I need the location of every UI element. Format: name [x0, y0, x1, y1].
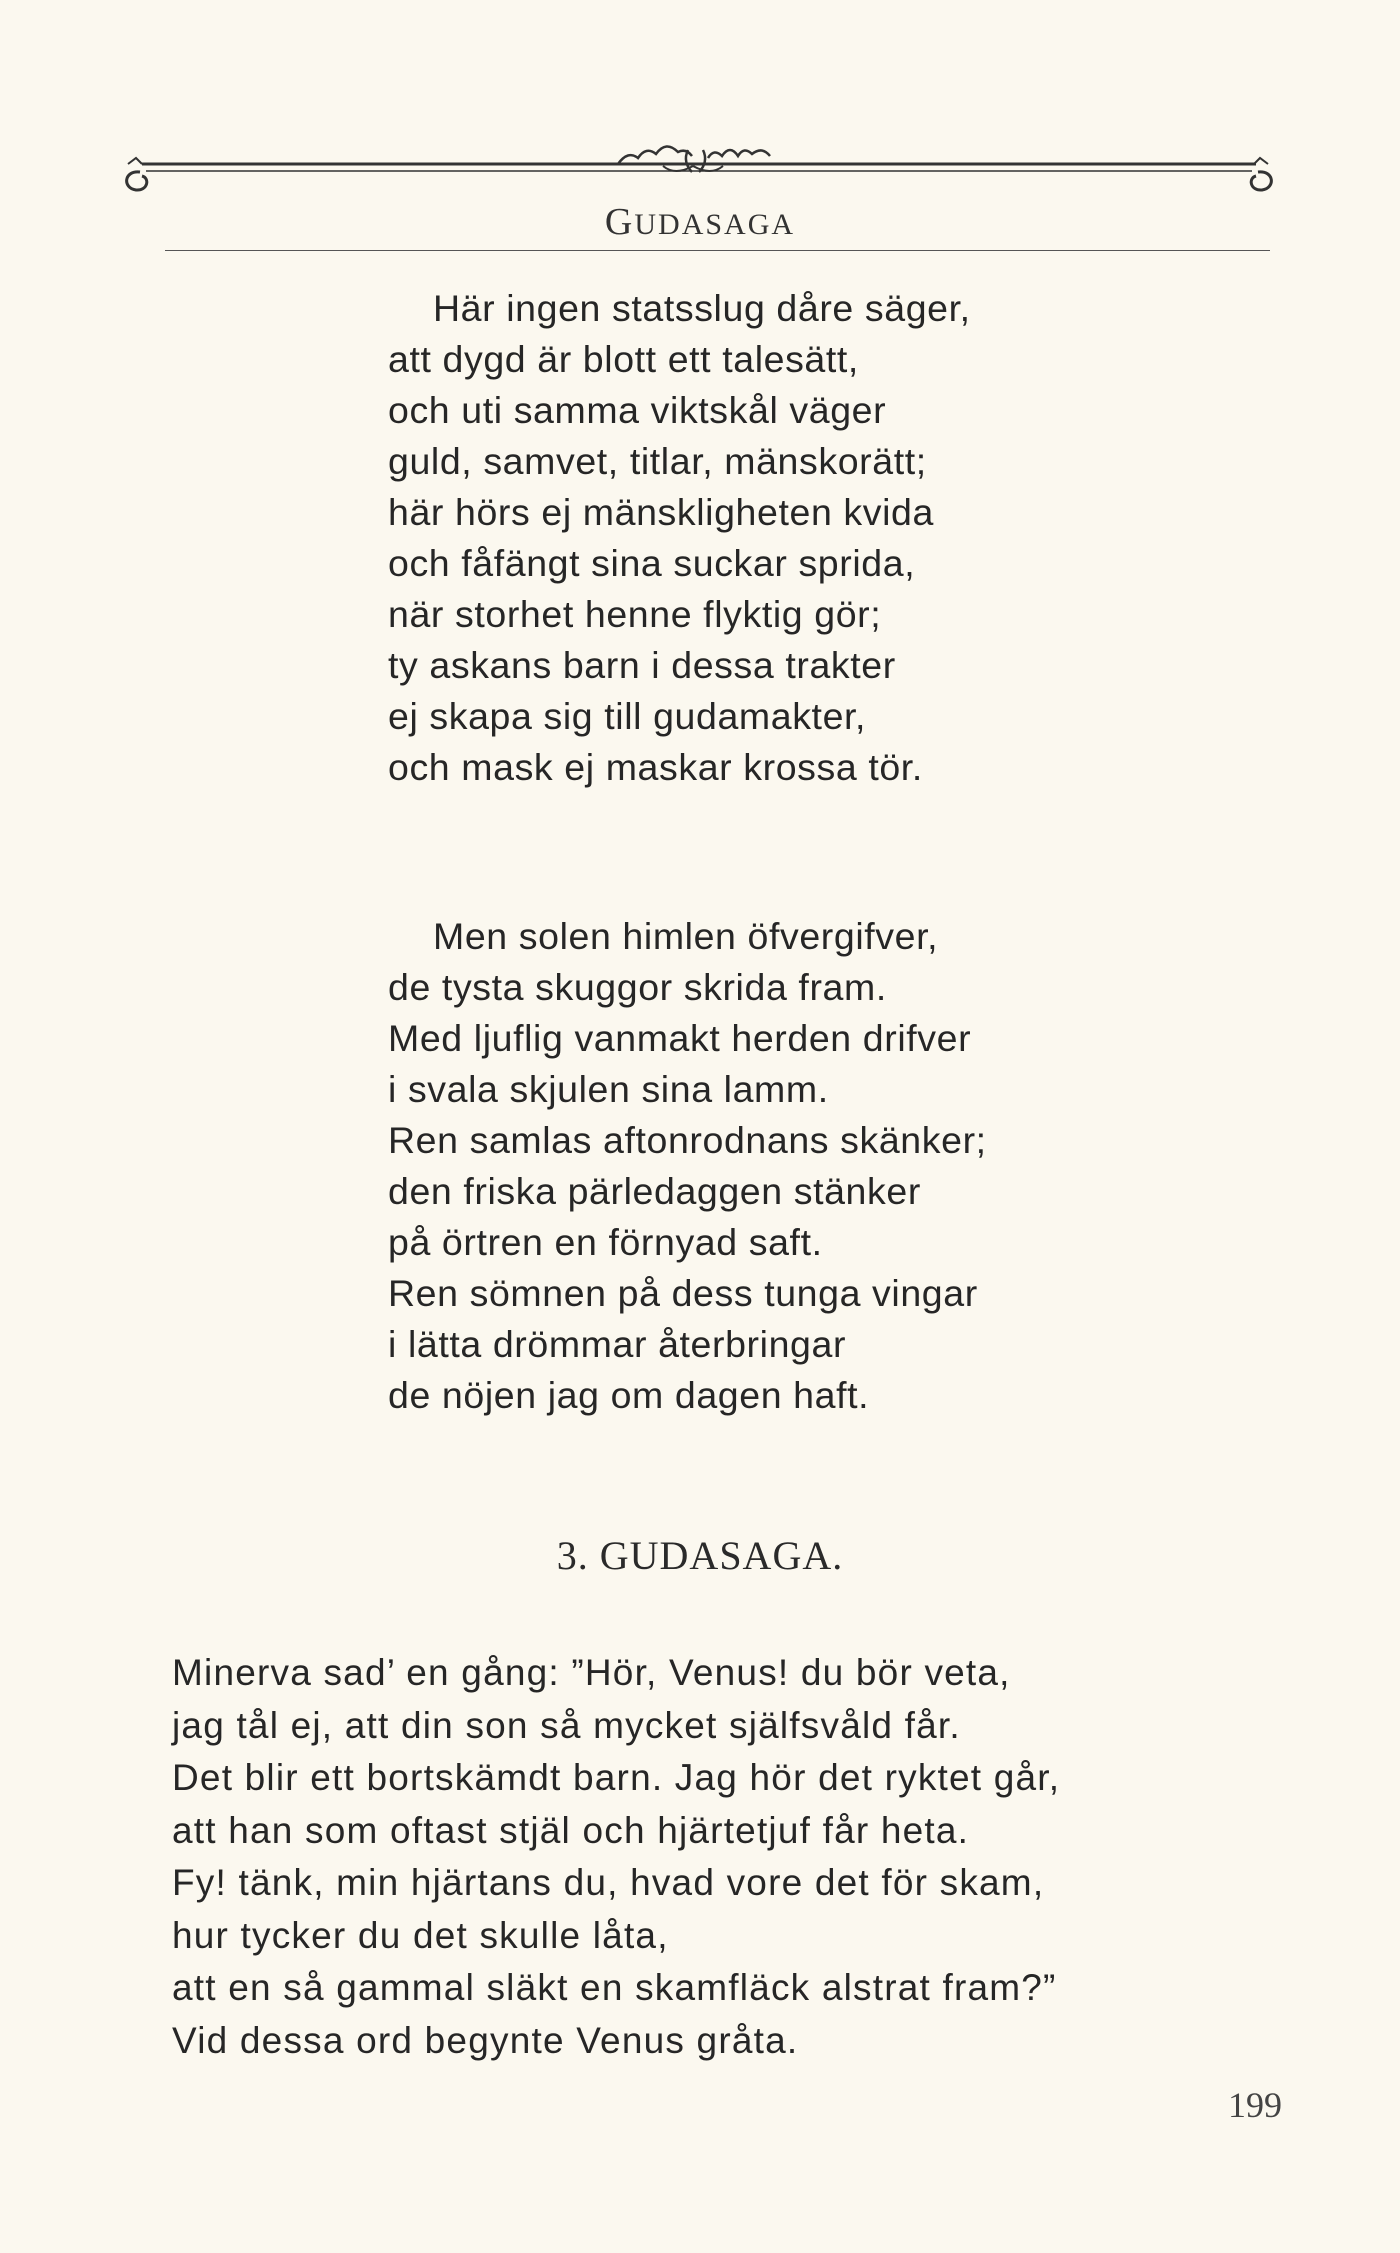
- verse-line: att en så gammal släkt en skamfläck alstrat fram?”: [172, 1967, 1057, 2008]
- verse-line: och mask ej maskar krossa tör.: [388, 746, 923, 788]
- verse-line: guld, samvet, titlar, mänskorätt;: [388, 440, 927, 482]
- verse-line: ej skapa sig till gudamakter,: [388, 695, 867, 737]
- running-head: [0, 200, 1400, 244]
- verse-line: jag tål ej, att din son så mycket själfsvåld får.: [172, 1704, 961, 1746]
- ornamental-header-rule: [118, 130, 1280, 205]
- verse-line: Ren samlas aftonrodnans skänker;: [388, 1119, 987, 1161]
- verse-line: i lätta drömmar återbringar: [388, 1323, 847, 1365]
- verse-line: Vid dessa ord begynte Venus gråta.: [172, 2019, 799, 2061]
- verse-line: Fy! tänk, min hjärtans du, hvad vore det för skam,: [172, 1862, 1045, 1903]
- verse-line: Minerva sad’ en gång: ”Hör, Venus! du bör veta,: [172, 1652, 1011, 1693]
- verse-line: på örtren en förnyad saft.: [388, 1221, 823, 1263]
- verse-line: i svala skjulen sina lamm.: [388, 1068, 829, 1110]
- verse-line: Men solen himlen öfvergifver,: [433, 915, 939, 957]
- verse-line: att han som oftast stjäl och hjärtetjuf får heta.: [172, 1809, 970, 1851]
- section-heading: 3. GUDASAGA.: [556, 1533, 844, 1578]
- verse-line: hur tycker du det skulle låta,: [172, 1914, 669, 1956]
- verse-line: och fåfängt sina suckar sprida,: [388, 542, 916, 584]
- verse-line: ty askans barn i dessa trakter: [388, 644, 896, 686]
- verse-line: och uti samma viktskål väger: [388, 389, 887, 431]
- verse-line: de nöjen jag om dagen haft.: [388, 1374, 870, 1416]
- verse-line: den friska pärledaggen stänker: [388, 1170, 921, 1212]
- stanza-2: [388, 911, 987, 1421]
- stanza-1: [388, 283, 971, 793]
- verse-line: Här ingen statsslug dåre säger,: [433, 287, 971, 329]
- running-head-rest: UDASAGA: [634, 208, 796, 241]
- verse-line: när storhet henne flyktig gör;: [388, 593, 882, 635]
- running-head-initial: G: [604, 201, 635, 243]
- verse-line: här hörs ej mänskligheten kvida: [388, 491, 934, 533]
- stanza-3: [172, 1647, 1060, 2067]
- verse-line: de tysta skuggor skrida fram.: [388, 966, 887, 1008]
- page-number: 199: [1228, 2085, 1282, 2125]
- verse-line: Med ljuflig vanmakt herden drifver: [388, 1017, 972, 1059]
- verse-line: Det blir ett bortskämdt barn. Jag hör det ryktet går,: [172, 1757, 1061, 1798]
- header-divider: [165, 250, 1270, 251]
- verse-line: Ren sömnen på dess tunga vingar: [388, 1272, 978, 1314]
- verse-line: att dygd är blott ett talesätt,: [388, 338, 859, 380]
